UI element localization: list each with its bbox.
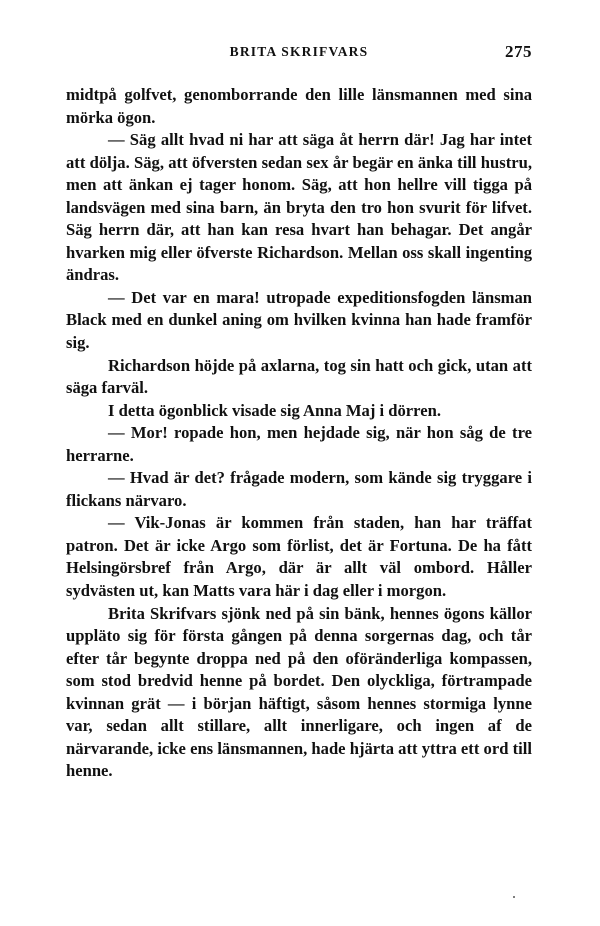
- body-text: [66, 84, 532, 783]
- paragraph-dialogue: — Hvad är det? frågade modern, som kände sig tryggare i flickans närvaro.: [66, 468, 532, 510]
- running-title: BRITA SKRIFVARS: [229, 44, 369, 59]
- paragraph: Brita Skrifvars sjönk ned på sin bänk, hennes ögons källor uppläto sig för första gången på denna sorgernas dag, och tår efter tår begynte droppa ned på den oföränderliga kompassen, som stod bredvid henne på bordet. Den olyckliga, förtrampade kvinnan grät — i början häftigt, såsom hennes stormiga lynne var, sedan allt stillare, allt innerligare, och ingen af de närvarande, icke ens länsmannen, hade hjärta att yttra ett ord till henne.: [66, 603, 532, 781]
- paragraph: I detta ögonblick visade sig Anna Maj i dörren.: [108, 400, 441, 420]
- paragraph-dialogue: — Säg allt hvad ni har att säga åt herrn där! Jag har intet att dölja. Säg, att öfversten sedan sex år begär en änka till hustru, men att änkan ej tager honom. Säg, att hon hellre vill tigga på landsvägen med sina barn, än bryta den tro hon svurit för lifvet. Säg herrn där, att han kan resa hvart han behagar. Det angår hvarken mig eller öfverste Richardson. Mellan oss skall ingenting ändras.: [66, 130, 532, 285]
- paragraph-dialogue: — Det var en mara! utropade expeditionsfogden länsman Black med en dunkel aning om hvilken kvinna han hade framför sig.: [66, 287, 532, 353]
- page-number: 275: [505, 42, 532, 61]
- paragraph-continuation: midtpå golfvet, genomborrande den lille länsmannen med sina mörka ögon.: [66, 85, 532, 127]
- page-header: [66, 44, 532, 68]
- print-speck: [513, 896, 515, 898]
- paragraph-dialogue: — Mor! ropade hon, men hejdade sig, när hon såg de tre herrarne.: [66, 423, 532, 465]
- paragraph: Richardson höjde på axlarna, tog sin hatt och gick, utan att säga farväl.: [66, 355, 532, 398]
- paragraph-dialogue: — Vik-Jonas är kommen från staden, han har träffat patron. Det är icke Argo som förlist, det är Fortuna. De ha fått Helsingörsbref från Argo, där är allt väl ombord. Håller sydvästen ut, kan Matts vara här i dag eller i morgon.: [66, 513, 532, 601]
